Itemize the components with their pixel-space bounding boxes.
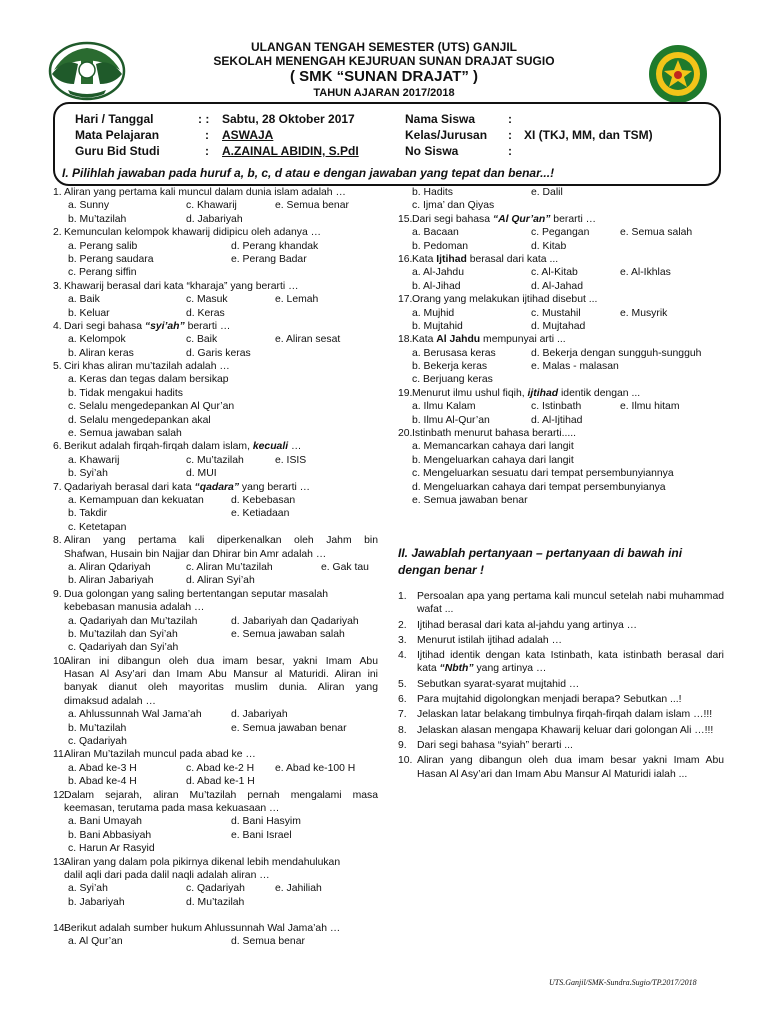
- essay-text: Para mujtahid digolongkan menjadi berapa? Sebutkan ...!: [417, 694, 682, 706]
- option-b: b. Pedoman: [412, 240, 469, 252]
- option-c: c. Berjuang keras: [412, 374, 493, 386]
- option-a: a. Bacaan: [412, 227, 459, 239]
- question-4: [53, 320, 378, 333]
- option-d: d. Selalu mengedepankan akal: [68, 414, 211, 426]
- question-number: 14.: [53, 923, 68, 935]
- option-c: c. Abad ke-2 H: [186, 762, 255, 774]
- question-text: Aliran yang pertama kali diperkenalkan oleh Jahm bin: [64, 535, 378, 547]
- question-14-continued: [398, 186, 723, 199]
- question-number: 20.: [398, 428, 413, 440]
- option-a: a. Syi’ah: [68, 883, 108, 895]
- option-c: c. Ketetapan: [68, 521, 127, 533]
- question-text-part: …: [288, 441, 302, 453]
- question-text-part: mempunyai arti ...: [480, 334, 566, 346]
- essay-text: Sebutkan syarat-syarat mujtahid …: [417, 678, 580, 690]
- option-e: e. Gak tau: [321, 561, 369, 573]
- question-11: [53, 748, 378, 761]
- option-d: d. Mujtahad: [531, 320, 586, 332]
- question-text: [64, 481, 310, 494]
- essay-number: 8.: [398, 724, 407, 736]
- option-d: d. Jabariyah: [186, 213, 243, 225]
- question-number: 18.: [398, 334, 413, 346]
- subject-value: ASWAJA: [222, 128, 274, 142]
- option-c: c. Mengeluarkan sesuatu dari tempat persembunyiannya: [412, 468, 674, 480]
- question-19: [398, 387, 723, 400]
- question-text-part: berarti …: [184, 320, 231, 332]
- option-b: b. Jabariyah: [68, 896, 125, 908]
- essay-question-10: [398, 754, 724, 781]
- option-b: b. Tidak mengakui hadits: [68, 387, 183, 399]
- option-e: e. ISIS: [275, 454, 307, 466]
- option-e: e. Musyrik: [620, 307, 668, 319]
- question-text-line: dalil aqli dari pada dalil naqli adalah aliran …: [64, 869, 270, 881]
- option-e: e. Bani Israel: [231, 829, 292, 841]
- option-a: a. Memancarkan cahaya dari langit: [412, 441, 574, 453]
- option-e: e. Semua jawaban salah: [231, 628, 345, 640]
- question-text: [412, 333, 566, 346]
- left-question-column: [53, 186, 378, 949]
- option-a: a. Al Qur’an: [68, 936, 123, 948]
- option-e: e. Abad ke-100 H: [275, 762, 356, 774]
- student-number-separator: :: [508, 144, 512, 158]
- question-number: 17.: [398, 294, 413, 306]
- question-text-part: berarti …: [550, 213, 597, 225]
- option-c: c. Mu’tazilah: [186, 454, 244, 466]
- option-b: b. Aliran Jabariyah: [68, 575, 154, 587]
- question-8: [53, 534, 378, 547]
- question-keyword: Al Jahdu: [436, 334, 481, 346]
- essay-question-6: [398, 693, 724, 706]
- question-10: [53, 655, 378, 668]
- option-d: d. Abad ke-1 H: [186, 776, 255, 788]
- essay-number: 4.: [398, 650, 407, 662]
- question-text: Aliran yang dalam pola pikirnya dikenal lebih mendahulukan: [64, 856, 341, 868]
- class-value: XI (TKJ, MM, dan TSM): [524, 128, 653, 142]
- question-text-part: Dari segi bahasa: [64, 320, 145, 332]
- option-e: e. Ilmu hitam: [620, 401, 680, 413]
- date-label: Hari / Tanggal: [75, 112, 154, 126]
- option-b: b. Abad ke-4 H: [68, 776, 137, 788]
- option-c: c. Selalu mengedepankan Al Qur’an: [68, 401, 235, 413]
- option-c: c. Aliran Mu’tazilah: [186, 561, 273, 573]
- option-a: a. Abad ke-3 H: [68, 762, 137, 774]
- question-number: 9.: [53, 588, 62, 600]
- question-number: 19.: [398, 387, 413, 399]
- question-text: [64, 440, 301, 453]
- question-text-line: Hasan Al Asy’ari dan Imam Abu Mansur al Maturidi. Aliran ini: [64, 669, 378, 681]
- question-12: [53, 789, 378, 802]
- option-b: b. Mu’tazilah dan Syi’ah: [68, 628, 178, 640]
- option-b: b. Hadits: [412, 187, 454, 198]
- page-footer: UTS.Ganjil/SMK-Sundra.Sugio/TP.2017/2018: [549, 978, 697, 987]
- essay-question-8: [398, 724, 724, 737]
- question-number: 6.: [53, 441, 62, 453]
- question-text-part: Kata: [412, 334, 437, 346]
- option-d: d. Al-Jahad: [531, 280, 583, 292]
- question-keyword: “syi’ah”: [144, 320, 185, 332]
- option-d: d. Garis keras: [186, 347, 251, 359]
- option-b: b. Mujtahid: [412, 320, 463, 332]
- question-text: [64, 320, 230, 333]
- question-text: Istinbath menurut bahasa berarti.....: [412, 428, 577, 440]
- question-number: 3.: [53, 280, 62, 292]
- right-question-column: [398, 186, 723, 507]
- essay-number: 2.: [398, 619, 407, 631]
- essay-text-part: yang artinya …: [473, 663, 547, 675]
- question-keyword: kecuali: [252, 441, 289, 453]
- exam-title: ULANGAN TENGAH SEMESTER (UTS) GANJIL: [250, 40, 517, 54]
- question-number: 4.: [53, 320, 62, 332]
- option-c: c. Baik: [186, 334, 218, 346]
- question-text: Aliran ini dibangun oleh dua imam besar, yakni Imam Abu: [64, 655, 378, 667]
- option-d: d. Aliran Syi’ah: [186, 575, 255, 587]
- question-number: 1.: [53, 187, 62, 198]
- option-b: b. Takdir: [68, 508, 108, 520]
- subject-separator: :: [205, 128, 209, 142]
- teacher-separator: :: [205, 144, 209, 158]
- option-d: d. Jabariyah dan Qadariyah: [231, 615, 359, 627]
- option-b: b. Aliran keras: [68, 347, 134, 359]
- option-d: d. Keras: [186, 307, 225, 319]
- option-d: d. Kebebasan: [231, 494, 296, 506]
- essay-number: 3.: [398, 634, 407, 646]
- essay-text: Aliran yang dibangun oleh dua imam besar yakni Imam Abu Hasan Al Asy’ari dan Imam Abu Mansur Al Maturidi ialah ...: [417, 755, 724, 780]
- school-name: SEKOLAH MENENGAH KEJURUAN SUNAN DRAJAT SUGIO: [213, 54, 555, 68]
- option-e: e. Semua jawaban benar: [412, 494, 528, 506]
- question-text: Aliran Mu’tazilah muncul pada abad ke …: [64, 749, 256, 761]
- question-text-part: Dari segi bahasa: [412, 213, 493, 225]
- question-keyword: “Al Qur’an”: [492, 213, 551, 225]
- essay-number: 5.: [398, 678, 407, 690]
- essay-text: [417, 649, 724, 676]
- essay-number: 10.: [398, 755, 413, 767]
- option-e: e. Malas - malasan: [531, 361, 619, 373]
- question-text-part: Kata: [412, 253, 437, 265]
- option-d: d. Perang khandak: [231, 240, 319, 252]
- question-text: Orang yang melakukan ijtihad disebut ...: [412, 294, 598, 306]
- question-15: [398, 213, 723, 226]
- option-a: a. Baik: [68, 294, 100, 306]
- essay-question-5: [398, 678, 724, 691]
- essay-text: Jelaskan alasan mengapa Khawarij keluar dari golongan Ali …!!!: [417, 724, 714, 736]
- academic-year: TAHUN AJARAN 2017/2018: [313, 87, 455, 99]
- section-1-instruction: I. Pilihlah jawaban pada huruf a, b, c, d atau e dengan jawaban yang tepat dan benar...!: [62, 166, 555, 180]
- subject-label: Mata Pelajaran: [75, 128, 160, 142]
- option-d: d. Mengeluarkan cahaya dari tempat persembunyianya: [412, 481, 666, 493]
- question-text-part: yang berarti …: [239, 481, 311, 493]
- option-a: a. Kelompok: [68, 334, 126, 346]
- option-b: b. Syi’ah: [68, 468, 108, 480]
- option-a: a. Khawarij: [68, 454, 120, 466]
- option-b: b. Bani Abbasiyah: [68, 829, 152, 841]
- essay-text: Dari segi bahasa “syiah” berarti ...: [417, 739, 573, 751]
- question-7: [53, 481, 378, 494]
- option-a: a. Berusasa keras: [412, 347, 496, 359]
- option-c: c. Mustahil: [531, 307, 581, 319]
- option-b: b. Bekerja keras: [412, 361, 488, 373]
- essay-number: 9.: [398, 739, 407, 751]
- option-e: e. Ketiadaan: [231, 508, 290, 520]
- option-e: e. Lemah: [275, 294, 319, 306]
- option-d: d. Bekerja dengan sungguh-sungguh: [531, 347, 702, 359]
- option-d: d. Semua benar: [231, 936, 305, 948]
- option-c: c. Qadariyah: [68, 736, 127, 748]
- essay-number: 7.: [398, 709, 407, 721]
- option-d: d. Kitab: [531, 240, 567, 252]
- option-c: c. Perang siffin: [68, 267, 137, 279]
- student-name-separator: :: [508, 112, 512, 126]
- question-number: 10.: [53, 655, 68, 667]
- class-separator: :: [508, 128, 512, 142]
- question-text-part: identik dengan ...: [558, 387, 641, 399]
- option-d: d. Jabariyah: [231, 709, 288, 721]
- question-number: 12.: [53, 789, 68, 801]
- question-16: [398, 253, 723, 266]
- option-a: a. Kemampuan dan kekuatan: [68, 494, 204, 506]
- question-text: Ciri khas aliran mu’tazilah adalah …: [64, 361, 230, 373]
- option-c: c. Ijma’ dan Qiyas: [412, 200, 495, 212]
- teacher-value: A.ZAINAL ABIDIN, S.PdI: [222, 144, 359, 158]
- option-e: e. Semua salah: [620, 227, 693, 239]
- question-text: Khawarij berasal dari kata “kharaja” yang berarti …: [64, 280, 299, 292]
- essay-question-4: [398, 649, 724, 676]
- question-number: 13.: [53, 856, 68, 868]
- question-keyword: “qadara”: [194, 481, 240, 493]
- question-number: 5.: [53, 361, 62, 373]
- question-9: [53, 588, 378, 601]
- section-2-instruction: II. Jawablah pertanyaan – pertanyaan di bawah ini dengan benar !: [398, 546, 683, 577]
- option-d: d. Mu’tazilah: [186, 896, 245, 908]
- option-c: c. Istinbath: [531, 401, 582, 413]
- option-a: a. Al-Jahdu: [412, 267, 464, 279]
- question-text-part: Berikut adalah firqah-firqah dalam islam,: [64, 441, 253, 453]
- option-a: a. Qadariyah dan Mu’tazilah: [68, 615, 198, 627]
- question-text-part: berasal dari kata ...: [466, 253, 559, 265]
- question-14: [53, 922, 378, 935]
- question-text-line: Shafwan, Husain bin Najjar dan Dhirar bin Amr adalah …: [64, 548, 327, 560]
- question-6: [53, 440, 378, 453]
- question-text: Dua golongan yang saling bertentangan seputar masalah: [64, 588, 328, 600]
- question-number: 11.: [53, 749, 67, 761]
- question-text: Berikut adalah sumber hukum Ahlussunnah Wal Jama’ah …: [64, 923, 341, 935]
- question-number: 2.: [53, 227, 62, 239]
- class-label: Kelas/Jurusan: [405, 128, 488, 142]
- question-3: [53, 280, 378, 293]
- essay-question-2: [398, 619, 724, 632]
- question-text-line: keemasan, terutama pada masa kekuasaan …: [64, 802, 280, 814]
- option-a: a. Ahlussunnah Wal Jama’ah: [68, 709, 202, 721]
- essay-question-1: [398, 590, 724, 617]
- option-e: e. Semua jawaban benar: [231, 722, 347, 734]
- option-e: e. Perang Badar: [231, 253, 307, 265]
- question-2: [53, 226, 378, 239]
- question-number: 8.: [53, 535, 62, 547]
- question-number: 7.: [53, 481, 62, 493]
- question-text: [412, 253, 558, 266]
- essay-question-3: [398, 634, 724, 647]
- option-e: e. Aliran sesat: [275, 334, 341, 346]
- option-a: a. Mujhid: [412, 307, 455, 319]
- option-e: e. Al-Ikhlas: [620, 267, 671, 279]
- option-d: d. Al-Ijtihad: [531, 414, 583, 426]
- essay-text: Jelaskan latar belakang timbulnya firqah-firqah dalam islam …!!!: [417, 709, 713, 721]
- question-text-line: dimaksud adalah …: [64, 695, 156, 707]
- option-a: a. Ilmu Kalam: [412, 401, 476, 413]
- question-18: [398, 333, 723, 346]
- option-b: b. Ilmu Al-Qur’an: [412, 414, 490, 426]
- option-a: a. Perang salib: [68, 240, 138, 252]
- option-b: b. Keluar: [68, 307, 110, 319]
- exam-header: [0, 40, 768, 100]
- option-e: e. Dalil: [531, 187, 563, 198]
- question-text-part: Qadariyah berasal dari kata: [64, 481, 195, 493]
- essay-text: Menurut istilah ijtihad adalah …: [417, 634, 562, 646]
- essay-question-list: [398, 590, 724, 783]
- option-c: c. Al-Kitab: [531, 267, 578, 279]
- question-text-line: banyak dianut oleh mayoritas muslim dunia. Aliran yang: [64, 682, 378, 694]
- question-17: [398, 293, 723, 306]
- essay-question-9: [398, 739, 724, 752]
- option-e: e. Jahiliah: [275, 883, 322, 895]
- student-number-label: No Siswa: [405, 144, 459, 158]
- essay-question-7: [398, 708, 724, 721]
- option-b: b. Mengeluarkan cahaya dari langit: [412, 454, 574, 466]
- option-d: d. Bani Hasyim: [231, 816, 301, 828]
- teacher-label: Guru Bid Studi: [75, 144, 160, 158]
- option-c: c. Harun Ar Rasyid: [68, 843, 155, 855]
- question-keyword: Ijtihad: [436, 253, 467, 265]
- option-e: e. Semua jawaban salah: [68, 428, 182, 440]
- option-a: a. Keras dan tegas dalam bersikap: [68, 374, 229, 386]
- option-a: a. Aliran Qdariyah: [68, 561, 151, 573]
- question-number: 15.: [398, 213, 413, 225]
- question-keyword: ijtihad: [527, 387, 559, 399]
- option-b: b. Perang saudara: [68, 253, 154, 265]
- option-c: c. Khawarij: [186, 200, 237, 212]
- option-b: b. Mu’tazilah: [68, 213, 127, 225]
- option-d: d. MUI: [186, 468, 217, 480]
- question-text: Dalam sejarah, aliran Mu’tazilah pernah mengalami masa: [64, 789, 378, 801]
- question-text: [412, 387, 640, 400]
- question-text: Kemunculan kelompok khawarij didipicu oleh adanya …: [64, 227, 322, 239]
- option-c: c. Qadariyah dan Syi’ah: [68, 642, 179, 654]
- date-value: Sabtu, 28 Oktober 2017: [222, 112, 355, 126]
- option-b: b. Mu’tazilah: [68, 722, 127, 734]
- question-text-line: kebebasan manusia adalah …: [64, 602, 205, 614]
- option-c: c. Qadariyah: [186, 883, 245, 895]
- option-b: b. Al-Jihad: [412, 280, 461, 292]
- question-text: Aliran yang pertama kali muncul dalam dunia islam adalah …: [64, 187, 346, 198]
- question-20: [398, 427, 723, 440]
- question-5: [53, 360, 378, 373]
- date-separator: : :: [198, 112, 210, 126]
- essay-number: 1.: [398, 591, 407, 602]
- question-text: [412, 213, 596, 226]
- essay-text: Ijtihad berasal dari kata al-jahdu yang artinya …: [417, 619, 638, 631]
- school-short-name: ( SMK “SUNAN DRAJAT” ): [289, 68, 479, 85]
- option-c: c. Masuk: [186, 294, 228, 306]
- question-text-part: Menurut ilmu ushul fiqih,: [412, 387, 528, 399]
- student-name-label: Nama Siswa: [405, 112, 476, 126]
- option-a: a. Sunny: [68, 200, 110, 212]
- question-1: [53, 186, 378, 199]
- option-a: a. Bani Umayah: [68, 816, 142, 828]
- option-e: e. Semua benar: [275, 200, 349, 212]
- essay-text: Persoalan apa yang pertama kali muncul setelah nabi muhammad wafat ...: [417, 591, 724, 616]
- option-c: c. Pegangan: [531, 227, 590, 239]
- question-13: [53, 856, 378, 869]
- essay-number: 6.: [398, 694, 407, 706]
- essay-text-part: Ijtihad identik dengan kata Istinbath, kata istinbath berasal dari kata: [417, 650, 724, 675]
- question-number: 16.: [398, 253, 413, 265]
- essay-keyword: “Nbth”: [439, 663, 474, 675]
